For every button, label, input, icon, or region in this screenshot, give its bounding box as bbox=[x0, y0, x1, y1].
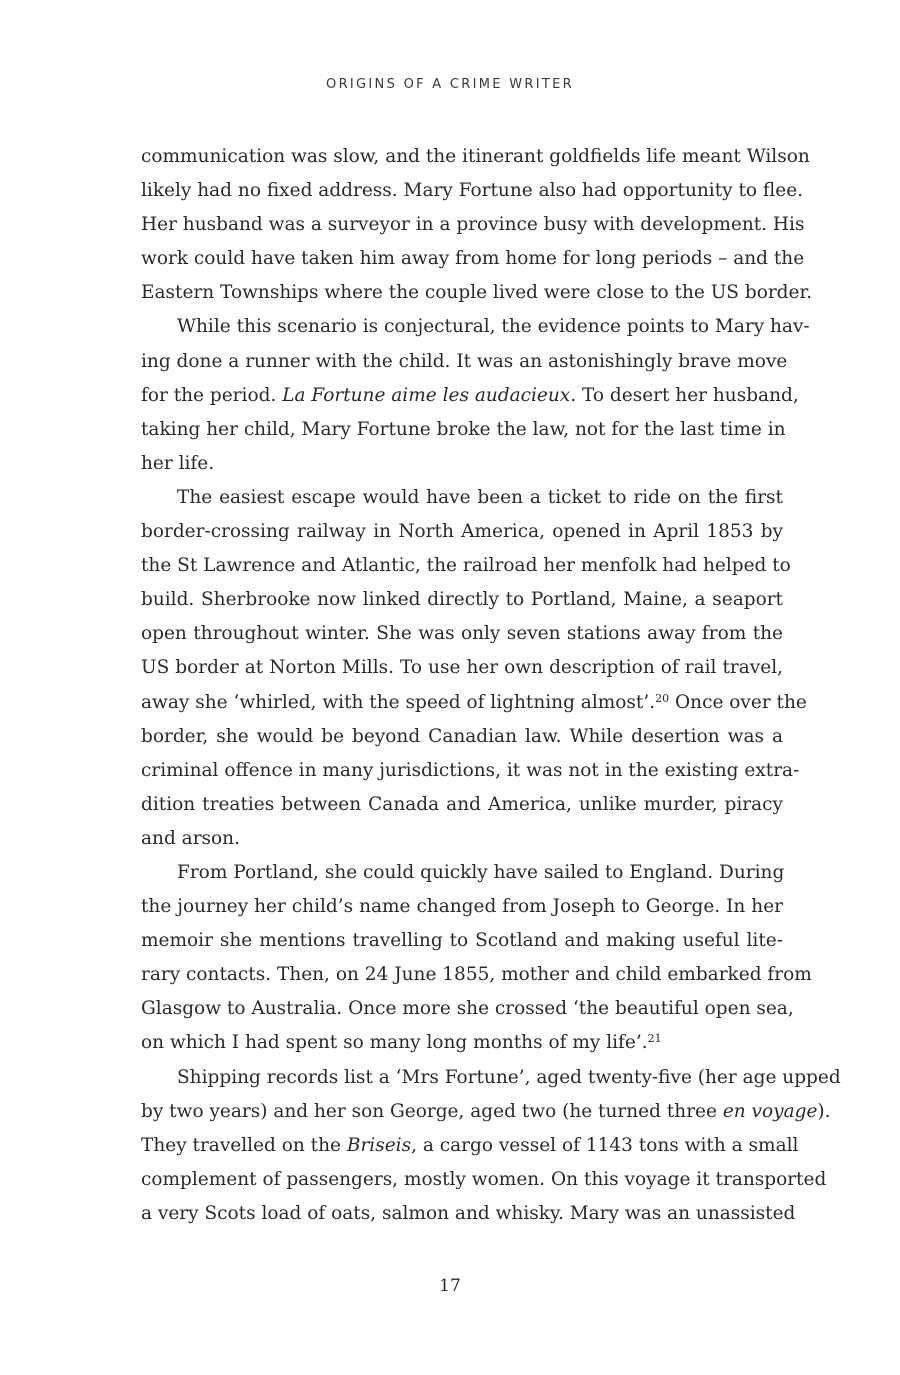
text-line: border, she would be beyond Canadian law. While desertion was a bbox=[141, 725, 783, 747]
text-line: Shipping records list a ‘Mrs Fortune’, aged twenty-five (her age upped bbox=[177, 1066, 841, 1088]
text-line: Eastern Townships where the couple lived were close to the US border. bbox=[141, 282, 813, 304]
text-line: The easiest escape would have been a ticket to ride on the first bbox=[177, 486, 783, 508]
text-line: for the period. La Fortune aime les audacieux. To desert her husband, bbox=[141, 384, 799, 406]
text-line: likely had no fixed address. Mary Fortune also had opportunity to flee. bbox=[141, 180, 804, 202]
text-line: build. Sherbrooke now linked directly to Portland, Maine, a seaport bbox=[141, 589, 783, 611]
text-line: communication was slow, and the itinerant goldfields life meant Wilson bbox=[141, 146, 810, 167]
paragraph bbox=[141, 856, 812, 1061]
text-line: the journey her child’s name changed from Joseph to George. In her bbox=[141, 896, 783, 918]
text-line: her life. bbox=[141, 452, 215, 474]
text-line: They travelled on the Briseis, a cargo vessel of 1143 tons with a small bbox=[141, 1134, 799, 1156]
text-line: US border at Norton Mills. To use her own description of rail travel, bbox=[141, 657, 783, 679]
text-line: Her husband was a surveyor in a province busy with development. His bbox=[141, 214, 805, 236]
text-line: border-crossing railway in North America, opened in April 1853 by bbox=[141, 521, 783, 543]
text-line: From Portland, she could quickly have sailed to England. During bbox=[177, 861, 785, 883]
text-line: a very Scots load of oats, salmon and whisky. Mary was an unassisted bbox=[141, 1202, 796, 1224]
paragraph bbox=[141, 140, 813, 310]
text-line: by two years) and her son George, aged two (he turned three en voyage). bbox=[141, 1100, 831, 1122]
text-line: ing done a runner with the child. It was an astonishingly brave move bbox=[141, 350, 788, 372]
text-line: dition treaties between Canada and America, unlike murder, piracy bbox=[141, 793, 783, 815]
text-line: criminal offence in many jurisdictions, it was not in the existing extra- bbox=[141, 759, 800, 781]
text-line: the St Lawrence and Atlantic, the railroad her menfolk had helped to bbox=[141, 555, 791, 577]
paragraph bbox=[141, 481, 807, 856]
text-line: While this scenario is conjectural, the evidence points to Mary hav- bbox=[177, 316, 810, 338]
paragraph bbox=[141, 1061, 841, 1231]
running-head: ORIGINS OF A CRIME WRITER bbox=[326, 77, 574, 92]
text-line: complement of passengers, mostly women. On this voyage it transported bbox=[141, 1168, 827, 1190]
text-line: on which I had spent so many long months of my life’.$^{21}$ bbox=[141, 1032, 662, 1054]
text-line: away she ‘whirled, with the speed of lightning almost’.$^{20}$ Once over the bbox=[141, 691, 807, 713]
text-line: memoir she mentions travelling to Scotland and making useful lite- bbox=[141, 930, 783, 952]
paragraph bbox=[141, 310, 810, 480]
text-line: Glasgow to Australia. Once more she crossed ‘the beautiful open sea, bbox=[141, 998, 794, 1020]
text-line: work could have taken him away from home for long periods – and the bbox=[141, 248, 805, 270]
text-line: rary contacts. Then, on 24 June 1855, mother and child embarked from bbox=[141, 964, 812, 986]
text-line: and arson. bbox=[141, 827, 240, 849]
page-number: 17 bbox=[439, 1276, 461, 1296]
text-line: open throughout winter. She was only seven stations away from the bbox=[141, 623, 783, 645]
text-line: taking her child, Mary Fortune broke the law, not for the last time in bbox=[141, 418, 786, 440]
body-text bbox=[141, 140, 841, 1231]
